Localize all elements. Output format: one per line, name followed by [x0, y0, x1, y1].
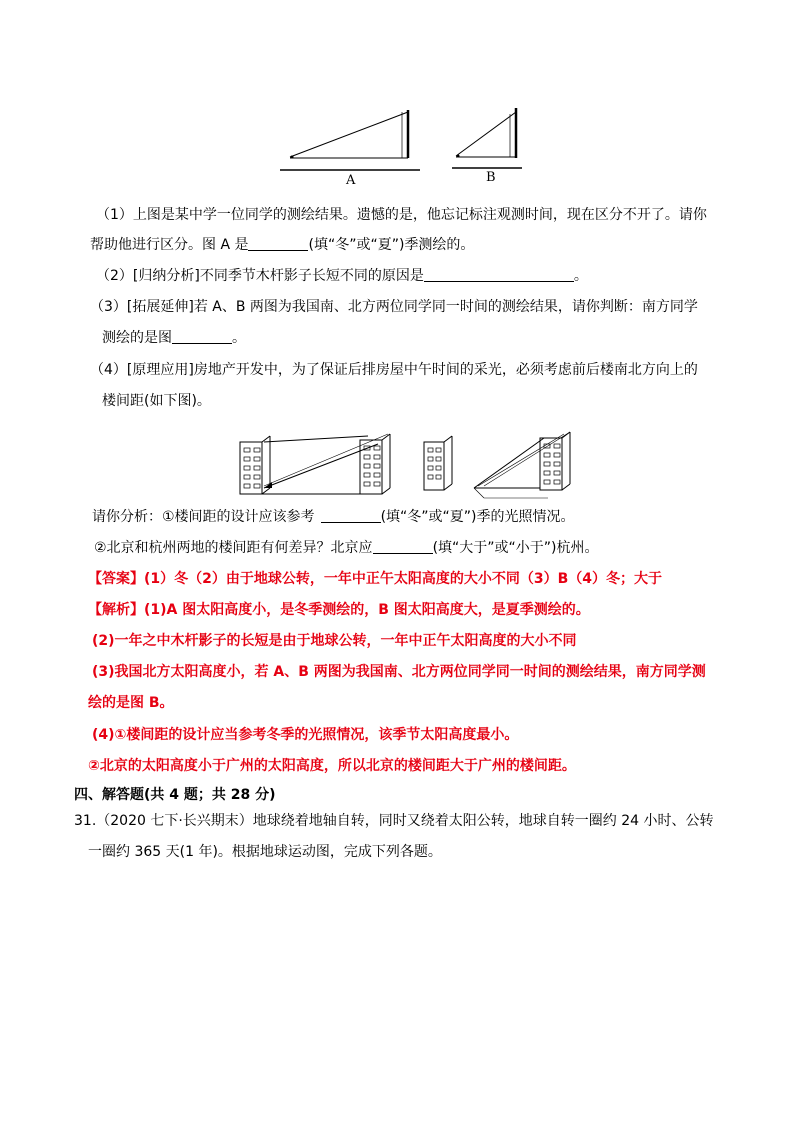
- q30-part1-text-a: 帮助他进行区分。图 A 是: [90, 237, 249, 253]
- answer-line: 【答案】(1）冬（2）由于地球公转，一年中正午太阳高度的大小不同（3）B（4）冬；大于: [88, 571, 663, 587]
- q30-part1-line1: （1）上图是某中学一位同学的测绘结果。遗憾的是，他忘记标注观测时间，现在区分不开了。请你: [96, 207, 707, 223]
- answer-blank-1[interactable]: [248, 236, 308, 251]
- q30-part2-text-b: 。: [573, 268, 588, 284]
- q30-analysis-line: [92, 507, 575, 527]
- q30-part4-line1: （4）[原理应用]房地产开发中，为了保证后排房屋中午时间的采光，必须考虑前后楼南北方向上的: [90, 362, 698, 378]
- q30-part3-text-a: 测绘的是图: [102, 330, 172, 346]
- q30-part4-line2: 楼间距(如下图)。: [102, 393, 211, 409]
- figure-building-spacing: [228, 428, 588, 500]
- q30-part2-text-a: （2）[归纳分析]不同季节木杆影子长短不同的原因是: [96, 268, 424, 284]
- answer-blank-4[interactable]: [321, 508, 381, 523]
- answer-blank-2[interactable]: [424, 267, 574, 282]
- q30-part1-text-b: (填“冬”或“夏”)季测绘的。: [308, 237, 475, 253]
- answer-blank-3[interactable]: [172, 329, 232, 344]
- explanation-line-2: (2)一年之中木杆影子的长短是由于地球公转，一年中正午太阳高度的大小不同: [92, 633, 577, 649]
- explanation-line-4: 绘的是图 B。: [88, 695, 174, 711]
- q31-line-1: 31.（2020 七下·长兴期末）地球绕着地轴自转，同时又绕着太阳公转，地球自转一圈约 24 小时、公转: [74, 813, 714, 829]
- explanation-line-3: (3)我国北方太阳高度小，若 A、B 两图为我国南、北方两位同学同一时间的测绘结果，南方同学测: [92, 664, 706, 680]
- explanation-line-1: 【解析】(1)A 图太阳高度小，是冬季测绘的，B 图太阳高度大，是夏季测绘的。: [88, 602, 590, 618]
- figure-label-a: A: [346, 173, 356, 188]
- q30-part3-line1: （3）[拓展延伸]若 A、B 两图为我国南、北方两位同学同一时间的测绘结果，请你判断：南方同学: [90, 299, 698, 315]
- q30-part1-line2: [90, 235, 474, 255]
- figure-shadow-measurement: [270, 100, 530, 192]
- q30-part3-text-b: 。: [232, 330, 246, 346]
- answer-blank-5[interactable]: [373, 539, 433, 554]
- q31-line-2: 一圈约 365 天(1 年)。根据地球运动图，完成下列各题。: [88, 844, 442, 860]
- q30-compare-line: [94, 538, 599, 558]
- q30-analysis-text-a: 请你分析：①楼间距的设计应该参考: [92, 509, 315, 525]
- explanation-line-6: ②北京的太阳高度小于广州的太阳高度，所以北京的楼间距大于广州的楼间距。: [88, 758, 576, 774]
- section-heading: 四、解答题(共 4 题；共 28 分): [74, 787, 276, 803]
- q30-compare-text-b: (填“大于”或“小于”)杭州。: [432, 540, 599, 556]
- figure-label-b: B: [486, 170, 496, 185]
- explanation-line-5: (4)①楼间距的设计应当参考冬季的光照情况，该季节太阳高度最小。: [92, 727, 519, 743]
- q30-part3-line2: [102, 328, 246, 348]
- q30-analysis-text-b: (填“冬”或“夏”)季的光照情况。: [380, 509, 575, 525]
- q30-part2: [96, 266, 588, 286]
- q30-compare-text-a: ②北京和杭州两地的楼间距有何差异？北京应: [94, 540, 373, 556]
